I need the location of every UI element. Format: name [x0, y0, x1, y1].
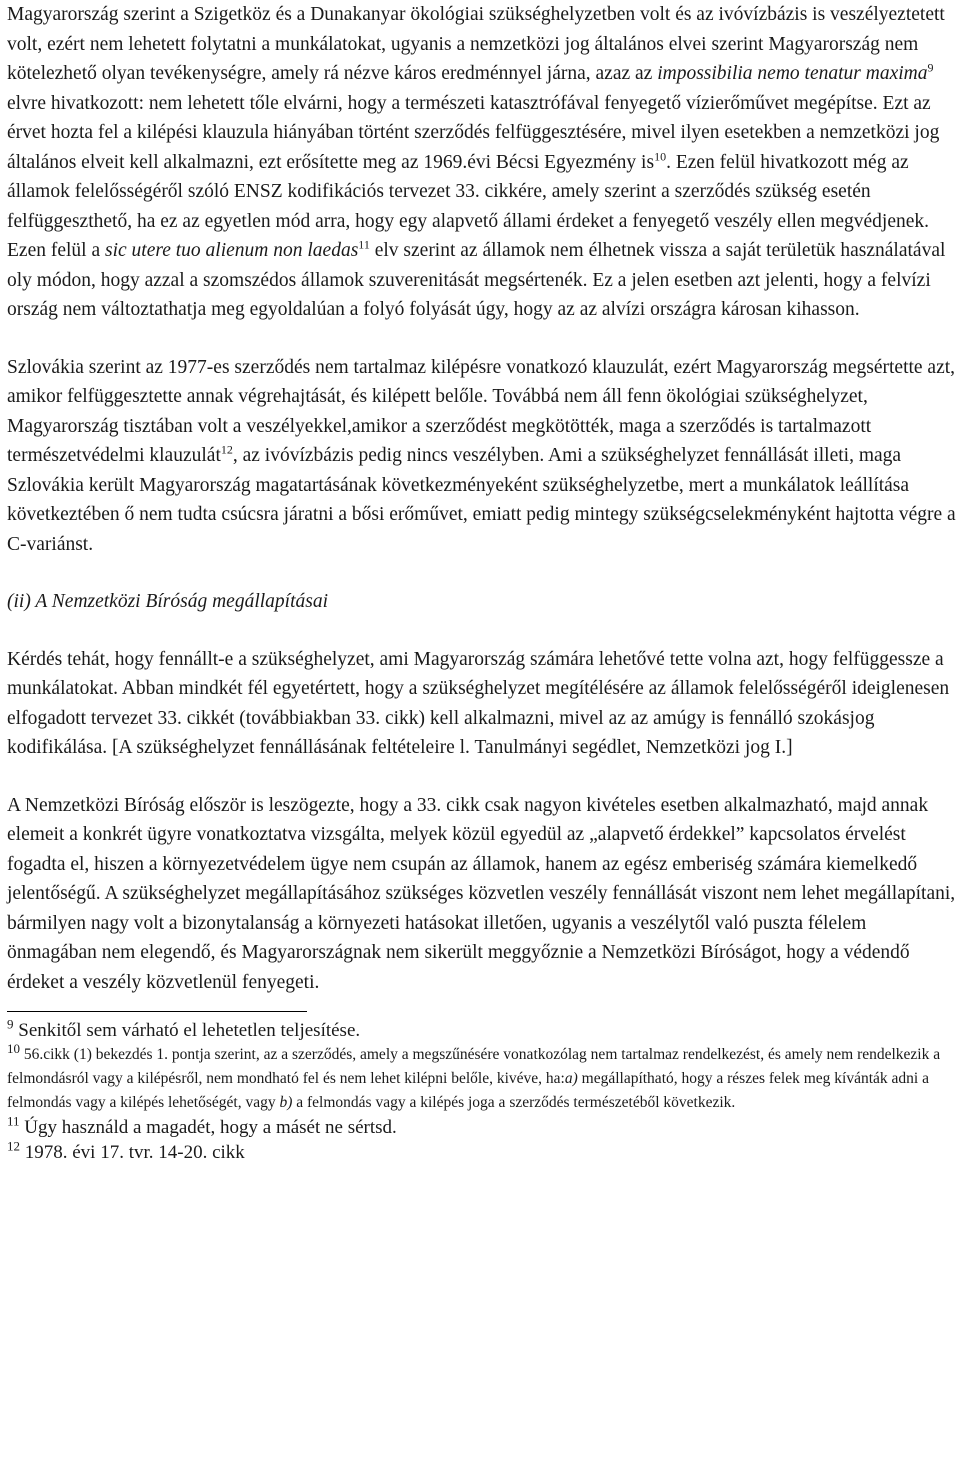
footnote-ref[interactable]: 11 — [358, 237, 370, 252]
footnote-10 — [7, 1040, 957, 1115]
footnote-number: 9 — [7, 1016, 14, 1032]
paragraph-court-findings: A Nemzetközi Bíróság először is leszögezte, hogy a 33. cikk csak nagyon kivételes esetben alkalmazható, majd annak elemeit a konkrét ügyre vonatkoztatva vizsgálta, melyek közül egyedül az „alapvető érdekkel” kapcsolatos érvelést fogadta el, hiszen a környezetvédelem ügye nem csupán az államok, hanem az egész emberiség számára kiemelkedő jelentőségű. A szükséghelyzet megállapításához szükséges közvetlen veszély fennállását viszont nem lehet megállapítani, bármilyen nagy volt a bizonytalanság a környezeti hatásokat illetően, ugyanis a veszélytől való puszta félelem önmagában nem elegendő, és Magyarországnak nem sikerült meggyőznie a Nemzetközi Bíróságot, hogy a védendő érdeket a veszély közvetlenül fenyegeti. — [7, 794, 956, 993]
text-segment: Magyarország szerint a Szigetköz és a Dunakanyar ökológiai szükséghelyzetben volt és az ivóvízbázis is veszélyeztetett volt, ezért nem lehetett folytatni a munkálatokat, ugyanis a nemzetközi jog általános elvei szerint Magyarország nem kötelezhető olyan tevékenységre, amely rá nézve káros eredménnyel járna, azaz az — [7, 4, 945, 84]
document-page — [7, 0, 957, 1165]
footnote-text: a felmondás vagy a kilépés joga a szerződés természetéből következik. — [292, 1094, 736, 1111]
footnote-text: Úgy használd a magadét, hogy a másét ne sértsd. — [24, 1117, 397, 1138]
section-heading: (ii) A Nemzetközi Bíróság megállapításai — [7, 591, 329, 612]
footnote-text: Senkitől sem várható el lehetetlen teljesítése. — [18, 1020, 361, 1041]
footnote-item-marker: b) — [279, 1094, 293, 1111]
text-segment: Szlovákia szerint az 1977-es szerződés nem tartalmaz kilépésre vonatkozó klauzulát, ezért Magyarország megsértette azt, amikor felfüggesztette annak végrehajtását, és kilépett belőle. Továbbá nem áll fenn ökológiai szükséghelyzet, Magyarország tisztában volt a veszélyekkel,amikor a szerződést megkötötték, maga a szerződés is tartalmazott természetvédelmi klauzulát — [7, 356, 956, 466]
footnote-text: 56.cikk (1) bekezdés 1. pontja szerint, az a szerződés, amely a megszűnésére vonatkozólag nem tartalmaz rendelkezést, és amely nem rendelkezik a felmondásról vagy a kilépésről, nem mondható fel és nem lehet kilépni belőle, kivéve, ha: — [7, 1046, 941, 1087]
footnote-text: megállapítható, hogy a részes felek meg kívánták adni a felmondás vagy a kilépés lehetőségét, vagy — [7, 1070, 929, 1111]
footnote-item-marker: a) — [564, 1070, 578, 1087]
text-segment: . Ezen felül hivatkozott még az államok felelősségéről szóló ENSZ kodifikációs tervezet 33. cikkére, amely szerint a szerződés szükség esetén felfüggeszthető, ha ez az egyetlen mód arra, hogy egy alapvető állami érdeket a fenyegető veszély ellen megvédjenek. Ezen felül a — [7, 151, 930, 261]
text-segment: , az ivóvízbázis pedig nincs veszélyben. Ami a szükséghelyzet fennállását illeti, maga Szlovákia került Magyarország magatartásának következményeként szükséghelyzetbe, mert a munkálatok leállítása következtében ő nem tudta csúcsra járatni a bősi erőművet, emiatt pedig mintegy szükségcselekményként hajtotta végre a C-variánst. — [7, 445, 956, 555]
footnote-text: 1978. évi 17. tvr. 14-20. cikk — [24, 1142, 245, 1163]
paragraph-hungary-argument — [7, 0, 957, 325]
footnote-ref[interactable]: 9 — [927, 60, 934, 75]
footnote-ref[interactable]: 10 — [654, 149, 667, 163]
paragraph-slovakia-argument — [7, 353, 957, 560]
footnote-divider — [7, 1011, 307, 1012]
latin-phrase: sic utere tuo alienum non laedas — [105, 240, 359, 261]
text-segment: elv szerint az államok nem élhetnek vissza a saját területük használatával oly módon, hogy azzal a szomszédos államok szuverenitását megsértenék. Ez a jelen esetben azt jelenti, hogy a felvízi ország nem változtathatja meg egyoldalúan a folyó folyását úgy, hogy az az alvízi országra károsan kihasson. — [7, 240, 946, 320]
latin-phrase: impossibilia nemo tenatur maxima — [657, 63, 928, 84]
footnote-9 — [7, 1018, 957, 1043]
footnote-number: 10 — [7, 1040, 20, 1056]
footnote-11 — [7, 1115, 957, 1140]
paragraph-question: Kérdés tehát, hogy fennállt-e a szükséghelyzet, ami Magyarország számára lehetővé tette volna azt, hogy felfüggessze a munkálatokat. Abban mindkét fél egyetértett, hogy a szükséghelyzet megítélésére az államok felelősségéről ideiglenesen elfogadott tervezet 33. cikkét (továbbiakban 33. cikk) kell alkalmazni, mivel az az amúgy is fennálló szokásjog kodifikálása. [A szükséghelyzet fennállásának feltételeire l. Tanulmányi segédlet, Nemzetközi jog I.] — [7, 648, 950, 758]
footnote-ref[interactable]: 12 — [220, 442, 233, 457]
footnote-number: 11 — [7, 1113, 20, 1129]
footnote-number: 12 — [7, 1138, 20, 1154]
text-segment: elvre hivatkozott: nem lehetett tőle elvárni, hogy a természeti katasztrófával fenyegető vízierőművet megépítse. Ezt az érvet hozta fel a kilépési klauzula hiányában történt szerződés felfüggesztésére, mivel ilyen esetekben a nemzetközi jog általános elveit kell alkalmazni, ezt erősítette meg az 1969.évi Bécsi Egyezmény is — [7, 92, 940, 173]
footnote-12 — [7, 1140, 957, 1165]
